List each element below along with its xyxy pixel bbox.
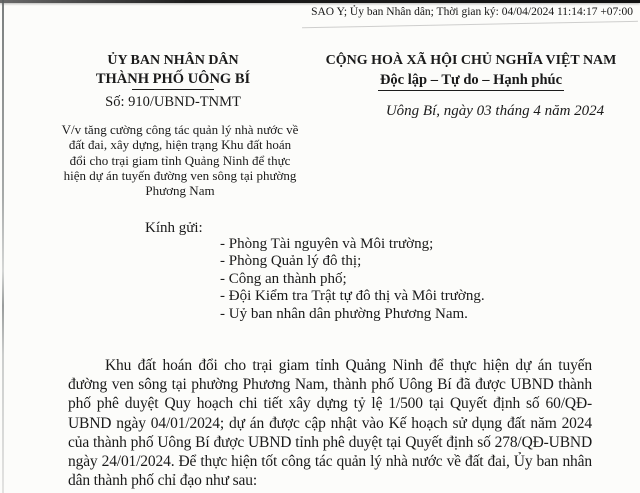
- digital-signature-stamp-line: SAO Y; Ủy ban Nhân dân; Thời gian ký: 04/04/2024 11:14:17 +07:00: [311, 6, 633, 18]
- national-header-block: [310, 52, 632, 120]
- recipient-item: - Công an thành phố;: [220, 270, 347, 287]
- national-motto: Độc lập – Tự do – Hạnh phúc: [378, 72, 564, 91]
- issuing-agency-block: [30, 52, 316, 198]
- scan-top-edge-artifact: [0, 0, 640, 3]
- place-and-date-line: Uông Bí, ngày 03 tháng 4 năm 2024: [385, 103, 605, 119]
- agency-name: THÀNH PHỐ UÔNG BÍ: [95, 71, 251, 87]
- document-subject: V/v tăng cường công tác quản lý nhà nước về đất đai, xây dựng, hiện trạng Khu đất hoán đổi cho trại giam tỉnh Quảng Ninh để thực hiện dự án tuyến đường ven sông tại phường Phương Nam: [61, 122, 299, 199]
- recipients-section: [0, 219, 640, 323]
- recipient-item: - Phòng Tài nguyên và Môi trường;: [220, 236, 434, 252]
- agency-parent-name: ỦY BAN NHÂN DÂN: [107, 53, 239, 68]
- body-paragraph: Khu đất hoán đổi cho trại giam tỉnh Quảng Ninh để thực hiện dự án tuyến đường ven sông tại phường Phương Nam, thành phố Uông Bí đã được UBND thành phố phê duyệt Quy hoạch chi tiết xây dựng tỷ lệ 1/500 tại Quyết định số 60/QĐ-UBND ngày 04/01/2024; dự án được cập nhật vào Kế hoạch sử dụng đất năm 2024 của thành phố Uông Bí được UBND tỉnh phê duyệt tại Quyết định số 278/QĐ-UBND ngày 24/01/2024. Để thực hiện tốt công tác quản lý nhà nước về đất đai, Ủy ban nhân dân thành phố chỉ đạo như sau:: [68, 357, 592, 490]
- national-title: CỘNG HOÀ XÃ HỘI CHỦ NGHĨA VIỆT NAM: [325, 53, 617, 68]
- recipient-item: - Phòng Quản lý đô thị;: [220, 253, 362, 270]
- scan-streak-artifact: [302, 21, 638, 28]
- recipient-item: - Đội Kiểm tra Trật tự đô thị và Môi trường.: [220, 288, 485, 305]
- salutation-label: Kính gửi:: [145, 220, 203, 236]
- document-number: Số: 910/UBND-TNMT: [105, 94, 241, 110]
- recipient-list: [220, 236, 640, 323]
- agency-name-underline: [132, 89, 214, 90]
- recipient-item: - Uỷ ban nhân dân phường Phương Nam.: [220, 305, 468, 322]
